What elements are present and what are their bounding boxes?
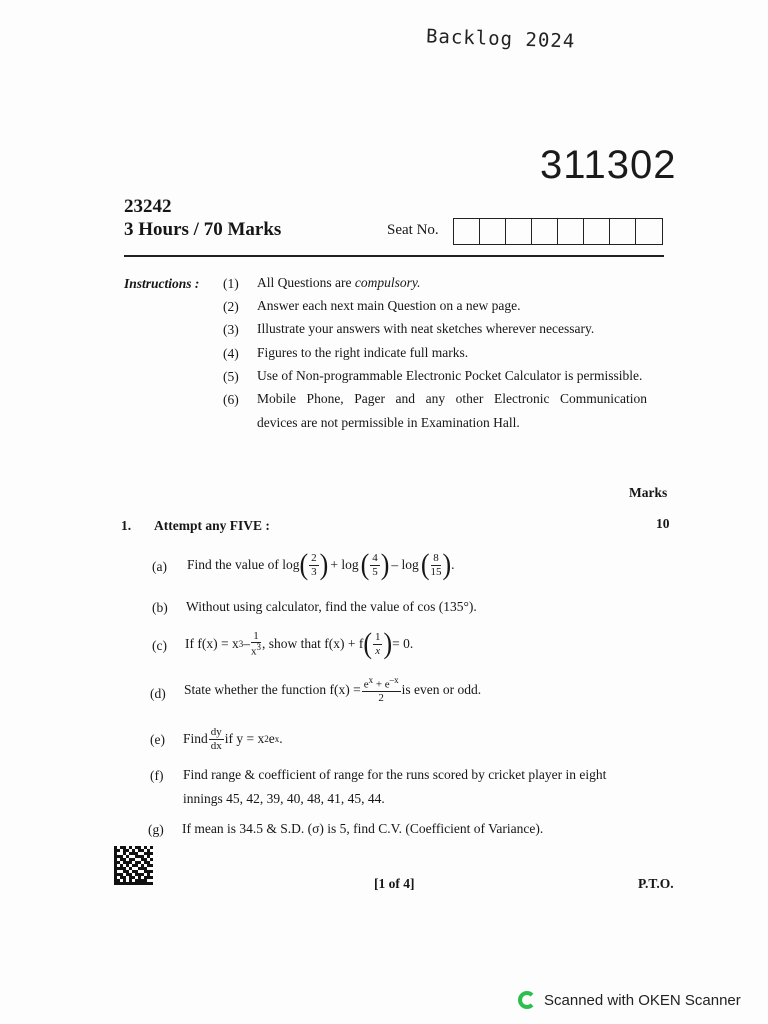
seat-box[interactable] bbox=[454, 219, 480, 244]
sub-question-d: State whether the function f(x) = $\frac{e^x + e^{-x}}{2}$ is even or odd. bbox=[184, 675, 482, 704]
seat-box[interactable] bbox=[480, 219, 506, 244]
sub-label: (g) bbox=[148, 822, 164, 837]
sub-question-f: Find range & coefficient of range for the runs scored by cricket player in eight bbox=[183, 767, 607, 782]
instruction-text: Use of Non-programmable Electronic Pocket Calculator is permissible. bbox=[257, 368, 643, 383]
seat-box[interactable] bbox=[584, 219, 610, 244]
scanner-watermark-text: Scanned with OKEN Scanner bbox=[544, 991, 741, 1009]
instruction-text: Figures to the right indicate full marks. bbox=[257, 345, 469, 360]
subject-code: 23242 bbox=[124, 196, 172, 217]
instruction-number: (1) bbox=[223, 276, 239, 291]
seat-box[interactable] bbox=[636, 219, 662, 244]
header-divider bbox=[124, 255, 664, 257]
page-indicator: [1 of 4] bbox=[374, 876, 415, 891]
sub-question-c: If f(x) = x 3 – $\frac{1}{x^3}$ , show that f(x) + f ( $\frac{1}{x}$ ) = 0. bbox=[185, 626, 414, 661]
sub-label: (f) bbox=[150, 768, 164, 783]
instruction-text: Illustrate your answers with neat sketches wherever necessary. bbox=[257, 321, 595, 336]
sub-label: (a) bbox=[152, 559, 167, 574]
instructions-label: Instructions : bbox=[124, 276, 200, 291]
marks-header: Marks bbox=[629, 485, 668, 500]
instruction-text: Mobile Phone, Pager and any other Electronic Communication bbox=[257, 391, 647, 406]
instruction-number: (4) bbox=[223, 346, 239, 361]
instruction-number: (5) bbox=[223, 369, 239, 384]
instruction-text-cont: devices are not permissible in Examination Hall. bbox=[257, 415, 520, 430]
sub-label: (d) bbox=[150, 686, 166, 701]
question-title: Attempt any FIVE : bbox=[154, 518, 270, 533]
sub-label: (c) bbox=[152, 638, 167, 653]
sub-question-e: Find $\frac{dy}{dx}$ if y = x 2 e x . bbox=[183, 726, 283, 752]
instruction-number: (2) bbox=[223, 299, 239, 314]
sub-label: (e) bbox=[150, 732, 165, 747]
sub-question-g: If mean is 34.5 & S.D. (σ) is 5, find C.V. (Coefficient of Variance). bbox=[182, 821, 544, 836]
seat-no-boxes[interactable] bbox=[453, 218, 663, 245]
scanner-watermark bbox=[518, 991, 741, 1009]
sub-question-b: Without using calculator, find the value of cos (135°). bbox=[186, 599, 477, 614]
scanner-logo-icon bbox=[518, 991, 536, 1009]
paper-code: 311302 bbox=[540, 143, 677, 187]
seat-box[interactable] bbox=[610, 219, 636, 244]
question-number: 1. bbox=[121, 518, 132, 533]
sub-question-a: Find the value of log ( $\frac{2}{3}$ ) + log ( $\frac{4}{5}$ ) – log ( $\frac{8}{15}$ ) . bbox=[187, 547, 455, 582]
seat-box[interactable] bbox=[532, 219, 558, 244]
duration-marks: 3 Hours / 70 Marks bbox=[124, 219, 282, 240]
pto-label: P.T.O. bbox=[638, 876, 674, 891]
seat-box[interactable] bbox=[506, 219, 532, 244]
seat-no-label: Seat No. bbox=[387, 222, 439, 238]
handwritten-note: Backlog 2024 bbox=[425, 25, 576, 53]
instruction-text: Answer each next main Question on a new page. bbox=[257, 298, 521, 313]
sub-label: (b) bbox=[152, 600, 168, 615]
instruction-text: All Questions are compulsory. bbox=[257, 275, 421, 290]
sub-question-f-cont: innings 45, 42, 39, 40, 48, 41, 45, 44. bbox=[183, 791, 385, 806]
instruction-number: (6) bbox=[223, 392, 239, 407]
question-marks: 10 bbox=[656, 516, 670, 531]
datamatrix-code bbox=[114, 846, 153, 885]
instruction-number: (3) bbox=[223, 322, 239, 337]
seat-box[interactable] bbox=[558, 219, 584, 244]
